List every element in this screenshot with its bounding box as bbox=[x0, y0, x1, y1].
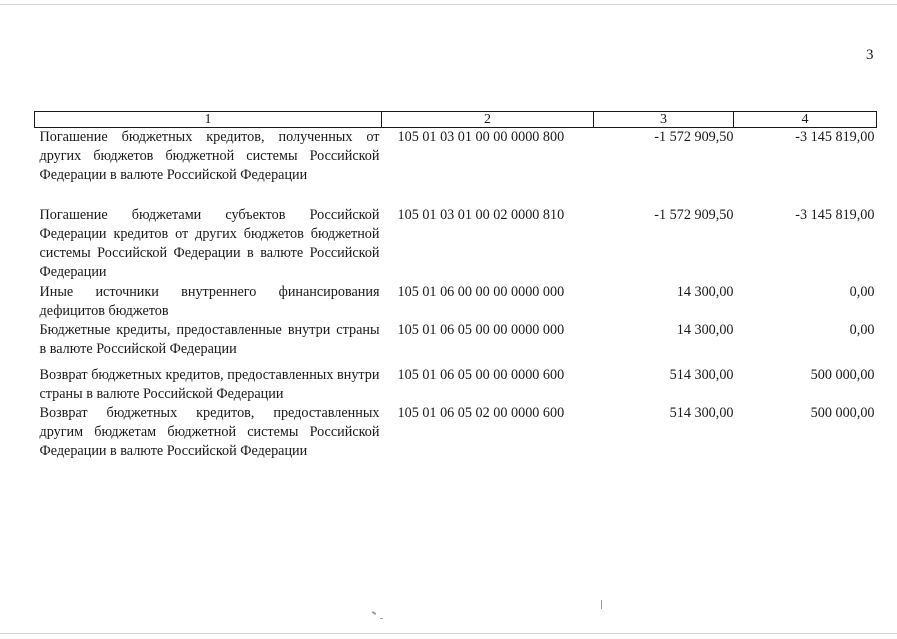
column-header-4: 4 bbox=[734, 112, 877, 128]
scan-speck bbox=[372, 611, 376, 615]
row-code: 105 01 06 00 00 00 0000 000 bbox=[397, 283, 565, 300]
table-row bbox=[35, 404, 877, 464]
row-value-4: -3 145 819,00 bbox=[795, 129, 875, 145]
row-name: Бюджетные кредиты, предоставленные внутри страны в валюте Российской Федерации bbox=[39, 321, 380, 357]
column-header-3: 3 bbox=[594, 112, 734, 128]
row-value-3: 514 300,00 bbox=[669, 404, 734, 421]
row-name: Погашение бюджетами субъектов Российской Федерации кредитов от других бюджетов бюджетной системы Российской Федерации в валюте Российской Федерации bbox=[39, 206, 380, 280]
table-row bbox=[35, 366, 877, 404]
column-header-2: 2 bbox=[382, 112, 594, 128]
scan-speck bbox=[601, 600, 602, 609]
header-row bbox=[35, 112, 877, 128]
row-code: 105 01 06 05 00 00 0000 600 bbox=[397, 366, 565, 383]
table-row bbox=[35, 321, 877, 366]
table-row bbox=[35, 128, 877, 206]
table-row bbox=[35, 206, 877, 283]
row-name: Возврат бюджетных кредитов, предоставленных внутри страны в валюте Российской Федерации bbox=[39, 366, 380, 402]
row-name: Иные источники внутреннего финансирования дефицитов бюджетов bbox=[39, 283, 380, 319]
row-value-4: 0,00 bbox=[849, 283, 875, 300]
row-value-3: 14 300,00 bbox=[676, 283, 734, 300]
row-value-3: 514 300,00 bbox=[669, 366, 734, 383]
row-value-4: 500 000,00 bbox=[810, 366, 875, 383]
scan-edge-top bbox=[0, 4, 897, 5]
budget-sources-table bbox=[34, 111, 877, 464]
row-name: Погашение бюджетных кредитов, полученных от других бюджетов бюджетной системы Российской Федерации в валюте Российской Федерации bbox=[39, 129, 380, 183]
row-code: 105 01 03 01 00 00 0000 800 bbox=[397, 129, 565, 145]
page-number: 3 bbox=[866, 47, 874, 63]
scan-speck bbox=[380, 618, 383, 619]
row-code: 105 01 06 05 00 00 0000 000 bbox=[397, 321, 565, 338]
row-value-4: -3 145 819,00 bbox=[795, 206, 875, 223]
row-value-3: -1 572 909,50 bbox=[654, 206, 734, 223]
row-code: 105 01 06 05 02 00 0000 600 bbox=[397, 404, 565, 421]
row-value-4: 0,00 bbox=[849, 321, 875, 338]
row-code: 105 01 03 01 00 02 0000 810 bbox=[397, 206, 565, 223]
row-value-3: -1 572 909,50 bbox=[654, 129, 734, 145]
row-value-4: 500 000,00 bbox=[810, 404, 875, 421]
scan-edge-bottom bbox=[0, 633, 897, 634]
table-row bbox=[35, 283, 877, 321]
column-header-1: 1 bbox=[35, 112, 382, 128]
row-name: Возврат бюджетных кредитов, предоставленных другим бюджетам бюджетной системы Российской Федерации в валюте Российской Федерации bbox=[39, 404, 380, 459]
row-value-3: 14 300,00 bbox=[676, 321, 734, 338]
